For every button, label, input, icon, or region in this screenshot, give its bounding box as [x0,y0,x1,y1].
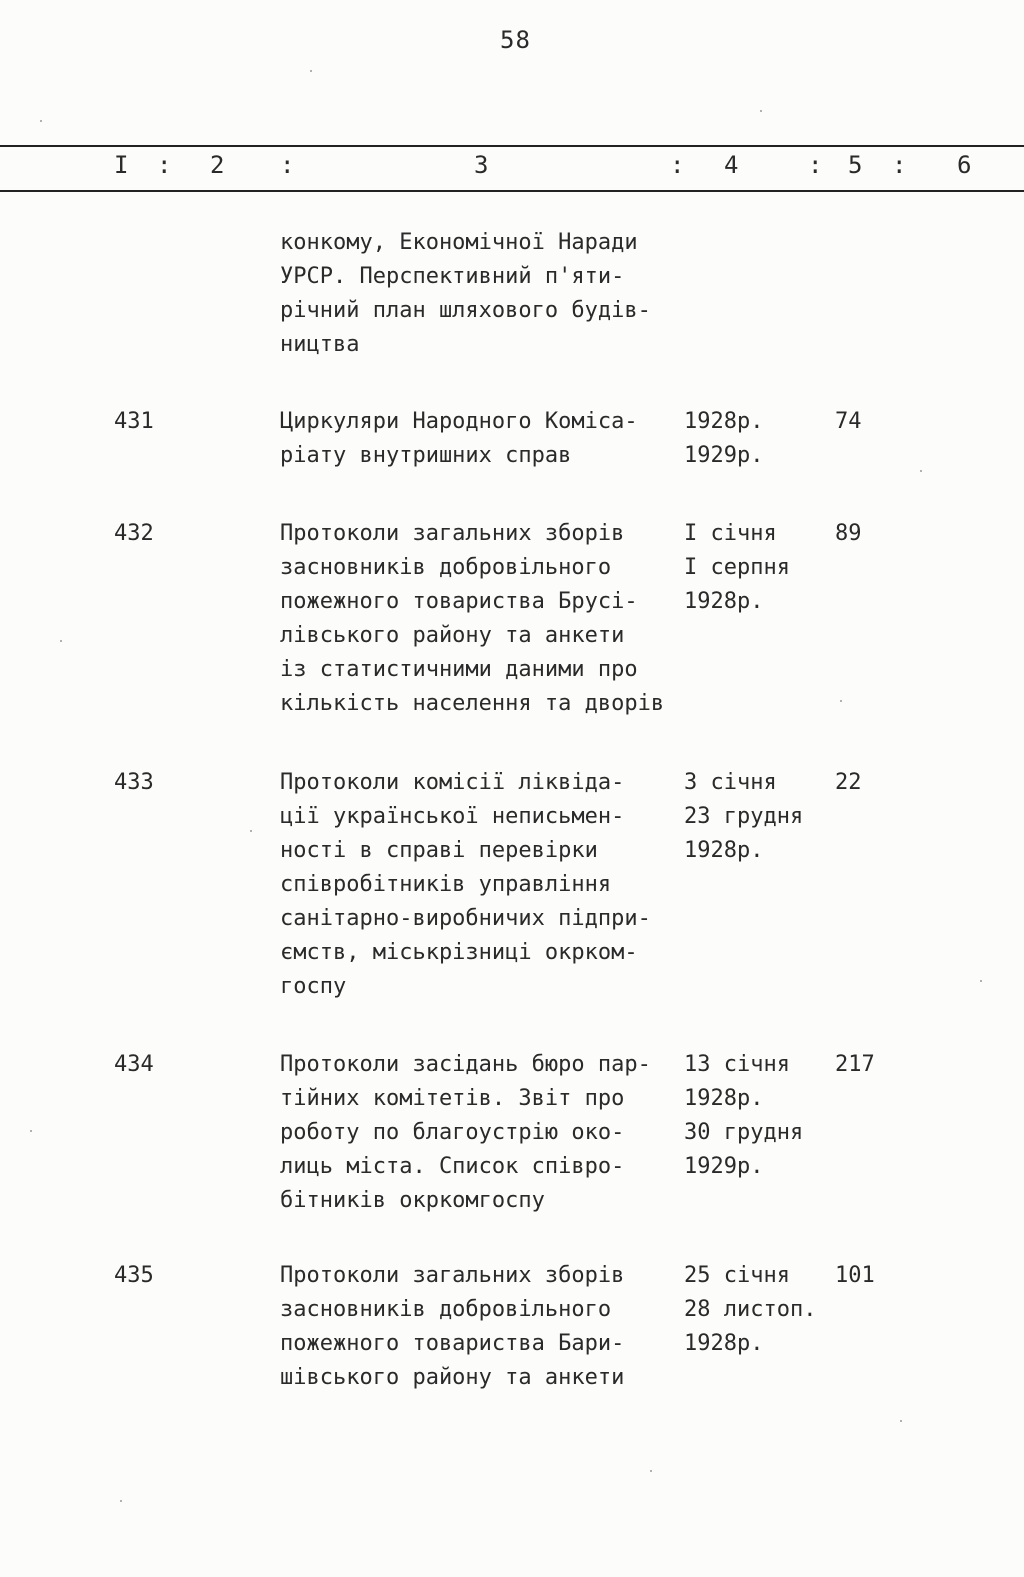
entry-number: 434 [114,1052,154,1077]
description-line: ції української неписьмен- [280,804,625,829]
entry-dates [684,1048,824,1184]
entry-dates [684,517,824,619]
column-number-1: I [114,151,129,179]
column-separator: : [157,151,172,179]
description-line: ємств, міськрізниці окрком- [280,940,638,965]
column-number-4: 4 [724,151,739,179]
date-line: І серпня [684,555,790,580]
entry-dates [684,766,824,868]
description-line: річний план шляхового будів- [280,298,651,323]
entry-description [280,766,690,1004]
date-line: І січня [684,521,777,546]
date-line: 1929р. [684,443,764,468]
date-line: 3 січня [684,770,777,795]
entry-number: 433 [114,770,154,795]
column-separator: : [670,151,685,179]
description-line: засновників добровільного [280,1297,612,1322]
column-number-2: 2 [210,151,225,179]
date-line: 28 листоп. [684,1297,817,1322]
description-line: із статистичними даними про [280,657,638,682]
description-line: кількість населення та дворів [280,691,665,716]
description-line: роботу по благоустрію око- [280,1120,625,1145]
date-line: 1928р. [684,838,764,863]
header-top-rule [0,145,1024,147]
description-line: бітників окркомгоспу [280,1188,545,1213]
column-separator: : [892,151,907,179]
column-number-6: 6 [957,151,972,179]
description-line: пожежного товариства Бари- [280,1331,625,1356]
column-number-3: 3 [474,151,489,179]
entry-description [280,226,690,362]
column-separator: : [808,151,823,179]
description-line: Протоколи загальних зборів [280,521,625,546]
description-line: госпу [280,974,347,999]
description-line: лівського району та анкети [280,623,625,648]
date-line: 23 грудня [684,804,804,829]
description-line: засновників добровільного [280,555,612,580]
description-line: ництва [280,332,360,357]
entry-sheets: 89 [835,521,862,546]
entry-description [280,1259,690,1395]
description-line: співробітників управління [280,872,612,897]
entry-dates [684,405,824,473]
description-line: ріату внутришних справ [280,443,572,468]
column-separator: : [280,151,295,179]
description-line: лиць міста. Список співро- [280,1154,625,1179]
entry-description [280,517,690,721]
date-line: 1928р. [684,1086,764,1111]
description-line: Протоколи загальних зборів [280,1263,625,1288]
date-line: 25 січня [684,1263,790,1288]
entry-number: 431 [114,409,154,434]
entry-description [280,1048,690,1218]
description-line: санітарно-виробничих підпри- [280,906,651,931]
description-line: шівського району та анкети [280,1365,625,1390]
entry-sheets: 217 [835,1052,875,1077]
date-line: 1928р. [684,409,764,434]
description-line: УРСР. Перспективний п'яти- [280,264,625,289]
entry-sheets: 74 [835,409,862,434]
entry-dates [684,1259,824,1361]
column-number-5: 5 [848,151,863,179]
entry-sheets: 101 [835,1263,875,1288]
description-line: Протоколи засідань бюро пар- [280,1052,651,1077]
description-line: Циркуляри Народного Коміса- [280,409,638,434]
date-line: 1928р. [684,1331,764,1356]
description-line: ності в справі перевірки [280,838,598,863]
entry-number: 435 [114,1263,154,1288]
description-line: пожежного товариства Брусі- [280,589,638,614]
date-line: 13 січня [684,1052,790,1077]
description-line: тійних комітетів. Звіт про [280,1086,625,1111]
header-bottom-rule [0,190,1024,192]
date-line: 1929р. [684,1154,764,1179]
date-line: 1928р. [684,589,764,614]
entry-number: 432 [114,521,154,546]
date-line: 30 грудня [684,1120,804,1145]
page-number: 58 [500,26,531,54]
description-line: конкому, Економічної Наради [280,230,638,255]
entry-description [280,405,690,473]
description-line: Протоколи комісії ліквіда- [280,770,625,795]
entry-sheets: 22 [835,770,862,795]
